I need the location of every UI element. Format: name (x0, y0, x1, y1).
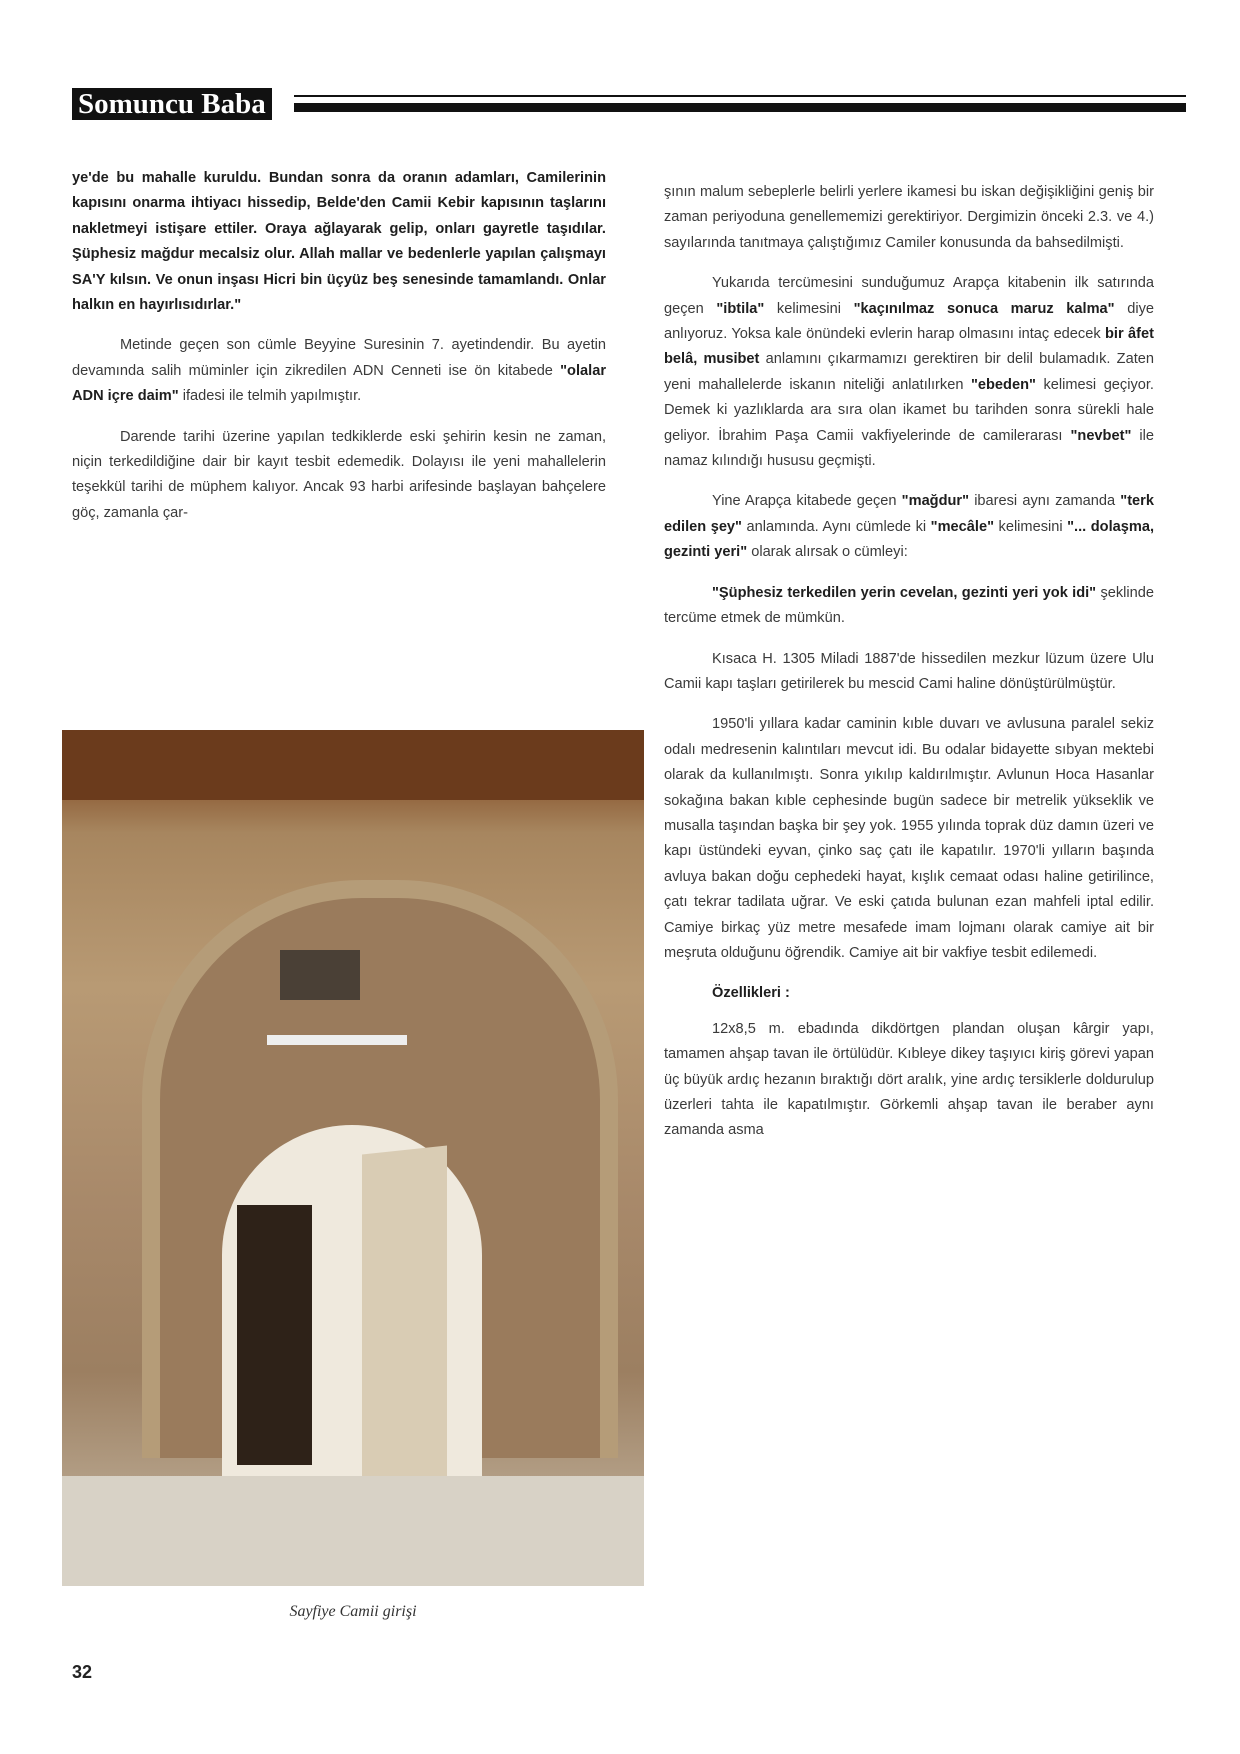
text-run: ile namaz kılındığı hususu geçmişti. (664, 427, 1154, 470)
section-subheading: Özellikleri : (712, 985, 790, 1002)
text-run: anlamında. Aynı cümlede ki (741, 518, 931, 535)
bold-text: "mecâle" (930, 518, 994, 535)
paragraph: şının malum sebeplerle belirli yerlere ikamesi bu iskan değişikliğini geniş bir zaman periyoduna genellememizi gerektiriyor. Dergimizin önceki 2.3. ve 4.) sayılarında tanıtmaya çalıştığımız Camiler konusunda da bahsedilmişti. (664, 184, 1154, 251)
paragraph (664, 581, 1154, 632)
text-run: diye anlıyoruz. Yoksa kale önündeki evlerin harap olmasını intaç edecek (664, 300, 1154, 343)
text-run: ibaresi aynı zamanda (969, 493, 1121, 510)
paragraph: Darende tarihi üzerine yapılan tedkiklerde eski şehirin kesin ne zaman, niçin terkedildiğine dair bir kayıt tesbit edemedik. Dolayısı ile yeni mahallelerin teşekkül tarihi de müphem kalıyor. Ancak 93 harbi arifesinde başlayan bahçelere göç, zamanla çar- (72, 428, 606, 521)
bold-text: "... dolaşma, gezinti yeri" (664, 518, 1154, 561)
text-run: ifadesi ile telmih yapılmıştır. (178, 388, 362, 405)
photo-caption: Sayfiye Camii girişi (289, 1603, 417, 1620)
header-rule-thick (294, 103, 1186, 112)
page-number: 32 (72, 1662, 93, 1682)
paragraph: 1950'li yıllara kadar caminin kıble duvarı ve avlusuna paralel sekiz odalı medresenin kalıntıları mevcut idi. Bu odalar bidayette sıbyan mektebi olarak da kullanılmıştı. Sonra yıkılıp kaldırılmıştır. Avlunun Hoca Hasanlar sokağına bakan kıble cephesinde bugün sadece bir metrelik yükseklik ve musalla taşından başka bir şey yok. 1955 yılında toprak düz damın üzeri ve kapı üstündeki eyvan, çinko saç çatı ile kapatılır. 1970'li yılların başında avluya bakan doğu cephedeki hayat, kışlık cemaat odası haline getirilince, çatı tekrar tadilata uğrar. Ve eski çatıda bulunan ezan mahfeli iptal edilir. Camiye birkaç yüz metre mesafede imam lojmanı olarak camiye ait bir meşruta olduğunu öğrendik. Camiye ait bir vakfiye tesbit edilemedi. (664, 716, 1154, 961)
masthead-title: Somuncu Baba (72, 88, 272, 120)
bold-text: "olalar ADN içre daim" (72, 362, 606, 405)
text-run: anlamını çıkarmamızı gerektiren bir delil bulamadık. Zaten yeni mahallelerde iskanın niteliği anlatılırken (664, 351, 1154, 393)
paragraph (72, 333, 606, 409)
bold-text: "mağdur" (901, 493, 970, 510)
mosque-entrance-photo (62, 730, 644, 1586)
paragraph: 12x8,5 m. ebadında dikdörtgen plandan oluşan kârgir yapı, tamamen ahşap tavan ile örtülüdür. Kıbleye dikey taşıyıcı kiriş görevi yapan üç büyük ardıç hezanın bıraktığı dört aralık, yine ardıç tersiklerle doldurulup üzerleri tahta ile kapatılmıştır. Görkemli ahşap tavan ile beraber aynı zamanda asma (664, 1020, 1154, 1139)
page-header (72, 88, 1186, 120)
text-run: Metinde geçen son cümle Beyyine Suresinin 7. ayetindendir. Bu ayetin devamında salih müminler için zikredilen ADN Cenneti ise ön kitabede (72, 337, 606, 379)
text-run: Yine Arapça kitabede geçen (712, 493, 902, 510)
bold-text: "kaçınılmaz sonuca maruz kalma" (853, 300, 1115, 317)
paragraph: Kısaca H. 1305 Miladi 1887'de hissedilen mezkur lüzum üzere Ulu Camii kapı taşları getirilerek bu mescid Cami haline dönüştürülmüştür. (664, 650, 1154, 692)
stone-floor (62, 1476, 644, 1586)
text-run: Yukarıda tercümesini sunduğumuz Arapça kitabenin ilk satırında geçen (664, 275, 1154, 317)
left-column (72, 166, 606, 541)
paragraph (664, 271, 1154, 474)
paragraph (664, 489, 1154, 565)
text-run: kelimesini (764, 300, 854, 317)
text-run: kelimesi geçiyor. Demek ki yazlıklarda ara sıra olan ikamet bu tarihden sonra sürekli hale geliyor. İbrahim Paşa Camii vakfiyelerinde de camilerarası (664, 376, 1154, 444)
doorway-shadow (237, 1205, 312, 1465)
bold-text: "ebeden" (970, 376, 1036, 393)
wooden-eave (62, 730, 644, 800)
bold-text: "terk edilen şey" (664, 493, 1154, 535)
inscription-plaque (280, 950, 360, 1000)
open-door-panel (362, 1146, 447, 1505)
fluorescent-lamp (267, 1035, 407, 1045)
text-run: olarak alırsak o cümleyi: (747, 544, 908, 561)
paragraph: ye'de bu mahalle kuruldu. Bundan sonra da oranın adamları, Camilerinin kapısını onarma ihtiyacı hissedip, Belde'den Camii Kebir kapısının taşlarını nakletmeyi istişare ettiler. Oraya ağlayarak gelip, onları gayretle taşıdılar. Şüphesiz mağdur mecalsiz olur. Allah mallar ve bedenlerle yapılan çalışmayı SA'Y kılsın. Ve onun inşası Hicri bin üçyüz beş senesinde tamamlandı. Onlar halkın en hayırlısıdırlar." (72, 170, 606, 314)
bold-text: "Şüphesiz terkedilen yerin cevelan, gezinti yeri yok idi" (712, 584, 1097, 601)
bold-text: "ibtila" (716, 300, 765, 317)
bold-text: bir âfet belâ, musibet (664, 326, 1154, 368)
right-column (664, 180, 1154, 1159)
bold-text: "nevbet" (1070, 427, 1132, 444)
text-run: şeklinde tercüme etmek de mümkün. (664, 584, 1154, 627)
header-rule-thin (294, 95, 1186, 97)
text-run: kelimesini (994, 518, 1068, 535)
